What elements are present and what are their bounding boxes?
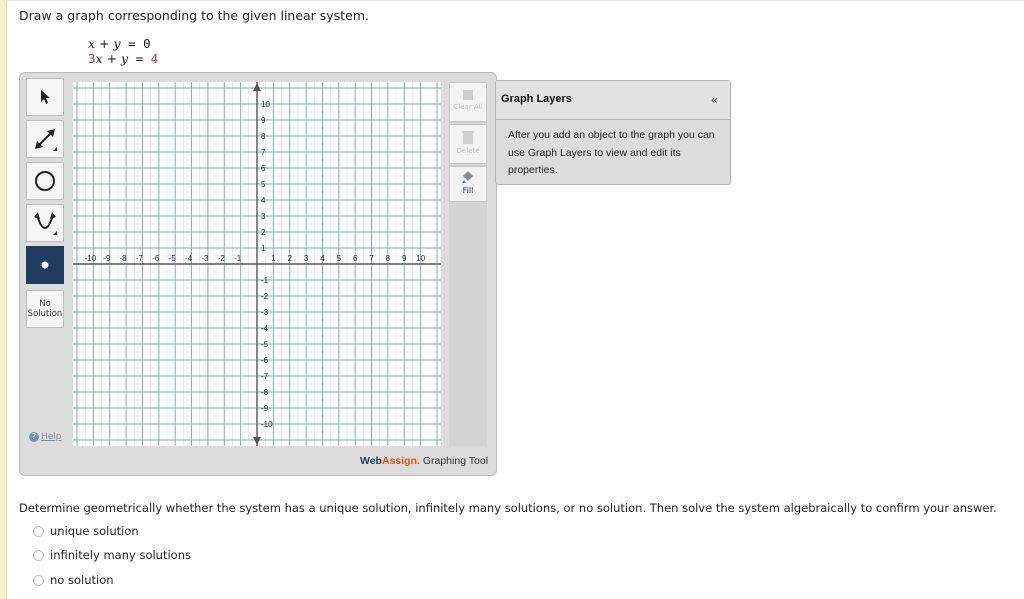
- y-tick-label: -8: [261, 388, 269, 397]
- y-tick-label: -10: [261, 420, 273, 429]
- y-tick-label: 10: [261, 100, 270, 109]
- y-tick-label: -9: [261, 404, 269, 413]
- y-tick-label: 1: [261, 244, 266, 253]
- clear-all-button[interactable]: [449, 82, 487, 122]
- y-tick-label: -1: [261, 276, 269, 285]
- paint-bucket-icon: [460, 170, 476, 184]
- eq2-rhs: 4: [150, 51, 159, 66]
- right-toolbar: [449, 82, 487, 446]
- option-unique-solution[interactable]: [33, 524, 139, 538]
- question-text: Determine geometrically whether the system has a unique solution, infinitely many solutions, or no solution. Then solve the system algebraically to confirm your answer.: [19, 501, 997, 515]
- x-tick-label: -4: [184, 254, 193, 263]
- y-tick-label: 2: [261, 228, 266, 237]
- x-tick-label: 3: [303, 254, 309, 263]
- graph-canvas[interactable]: [73, 82, 441, 446]
- graph-grid[interactable]: [73, 82, 441, 446]
- x-tick-label: 9: [402, 254, 407, 263]
- webassign-brand: [360, 455, 488, 467]
- y-tick-label: -2: [261, 292, 269, 301]
- collapse-layers-button[interactable]: «: [710, 93, 718, 107]
- eq2-coef: 3: [88, 51, 96, 66]
- point-icon: [40, 260, 50, 270]
- x-tick-label: 10: [416, 254, 426, 263]
- x-tick-label: -3: [201, 254, 209, 263]
- y-tick-label: 7: [261, 148, 266, 157]
- eq2-mid: + y: [102, 51, 129, 66]
- option-infinitely-many[interactable]: [33, 548, 191, 562]
- x-tick-label: 8: [385, 254, 391, 263]
- eq1-op: =: [128, 36, 136, 51]
- graph-layers-title: Graph Layers: [501, 93, 572, 105]
- equation-1: [88, 36, 151, 51]
- x-tick-label: -2: [217, 254, 225, 263]
- y-tick-label: 4: [261, 196, 266, 205]
- line-icon: [31, 125, 59, 153]
- no-solution-line2: Solution: [27, 309, 63, 319]
- circle-icon: [33, 169, 57, 193]
- circle-tool-button[interactable]: [26, 162, 64, 200]
- y-tick-label: -6: [261, 356, 269, 365]
- x-tick-label: 7: [369, 254, 374, 263]
- x-tick-label: -5: [168, 254, 176, 263]
- help-icon: ?: [29, 432, 39, 442]
- y-tick-label: 6: [261, 164, 266, 173]
- y-axis-arrow-down: [253, 437, 261, 445]
- graph-layers-header: [496, 81, 730, 120]
- x-tick-label: 2: [287, 254, 292, 263]
- no-solution-line1: No: [39, 299, 51, 309]
- x-tick-label: -10: [84, 254, 97, 263]
- x-tick-label: -6: [152, 254, 160, 263]
- y-tick-label: 5: [261, 180, 266, 189]
- x-tick-label: -1: [234, 254, 242, 263]
- y-axis-arrow-up: [253, 83, 261, 91]
- left-margin-stripe: [0, 0, 7, 599]
- parabola-tool-button[interactable]: [26, 204, 64, 242]
- y-tick-label: 9: [261, 116, 266, 125]
- clear-icon: [462, 89, 474, 101]
- equation-2: [88, 51, 158, 66]
- question-prompt: Draw a graph corresponding to the given linear system.: [19, 8, 369, 23]
- no-solution-button[interactable]: [26, 290, 64, 328]
- graph-layers-panel: [495, 80, 731, 185]
- option-no-solution[interactable]: [33, 573, 114, 587]
- trash-icon: [461, 129, 475, 145]
- y-tick-label: -5: [261, 340, 269, 349]
- x-tick-label: 4: [320, 254, 325, 263]
- delete-button[interactable]: [449, 124, 487, 164]
- y-tick-label: -3: [261, 308, 269, 317]
- top-divider: [6, 0, 1024, 1]
- x-tick-label: 1: [271, 254, 276, 263]
- option-label: no solution: [50, 573, 114, 587]
- fill-label: Fill: [462, 186, 474, 195]
- eq1-rhs: 0: [143, 36, 151, 51]
- option-label: unique solution: [50, 524, 139, 538]
- pointer-tool-button[interactable]: [26, 78, 64, 116]
- brand-assign: Assign.: [381, 455, 420, 467]
- eq1-lhs: x + y: [88, 36, 121, 51]
- brand-web: Web: [360, 455, 382, 467]
- eq2-x: x: [95, 51, 103, 66]
- x-tick-label: -7: [135, 254, 144, 263]
- y-tick-label: 8: [261, 132, 266, 141]
- radio-infinite[interactable]: [33, 550, 44, 561]
- y-tick-label: 3: [261, 212, 266, 221]
- clear-all-label: Clear All: [453, 103, 483, 111]
- x-tick-label: -9: [103, 254, 111, 263]
- fill-button[interactable]: [449, 166, 487, 202]
- brand-rest: Graphing Tool: [419, 455, 489, 467]
- help-label: Help: [41, 432, 62, 442]
- radio-no-solution[interactable]: [33, 575, 44, 586]
- help-link[interactable]: [29, 432, 62, 442]
- point-tool-button[interactable]: [26, 246, 64, 284]
- y-tick-label: -7: [261, 372, 269, 381]
- pointer-icon: [38, 89, 52, 105]
- eq2-op: =: [135, 51, 144, 66]
- graph-layers-help-text: After you add an object to the graph you can use Graph Layers to view and edit its properties.: [508, 129, 715, 176]
- radio-unique[interactable]: [33, 526, 44, 537]
- delete-label: Delete: [456, 147, 480, 155]
- line-tool-button[interactable]: [26, 120, 64, 158]
- option-label: infinitely many solutions: [50, 548, 191, 562]
- x-tick-label: 5: [336, 254, 342, 263]
- x-tick-label: 6: [352, 254, 358, 263]
- parabola-icon: [31, 209, 59, 237]
- x-tick-label: -8: [119, 254, 127, 263]
- y-tick-label: -4: [261, 324, 269, 333]
